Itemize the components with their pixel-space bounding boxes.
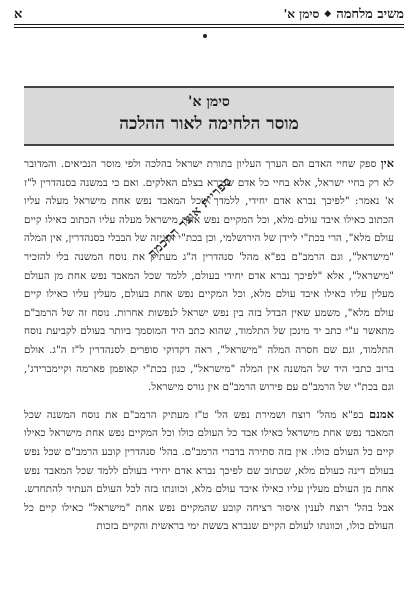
library-stamp: ספריית אוצר החכמה (144, 173, 235, 262)
paragraph-1-lead-word: אין (380, 156, 394, 170)
header-rule-thin (14, 27, 404, 28)
header-rule (14, 24, 404, 25)
page-number: א (14, 7, 23, 22)
book-title: משיב מלחמה (336, 7, 404, 22)
chapter-label: סימן א' (188, 94, 230, 110)
dot-ornament-icon (203, 34, 207, 38)
diamond-separator-icon: ◆ (324, 9, 332, 19)
paragraph-2 (24, 405, 394, 537)
chapter-heading (24, 86, 394, 146)
paragraph-2-text: בפ"א מהל' רוצח ושמירת נפש הל' ט"ז מעתיק הרמב"ם את נוסח המשנה שכל המאבד נפש אחת מישראל כאילו אבד כל העולם כולו וכל המקיים נפש אחת מישראל כאילו קיים כל העולם כולו. אין בזה סתירה בדברי הרמב"ם. בהל' סנהדרין קובע הרמב"ם שכל נפש בעולם דינה כעולם מלא, שכתוב שם לפיכך נברא אדם יחידי בעולם ללמד שכל המאבד נפש אחת מן העולם מעלין עליו כאילו איבד עולם מלא, וכוונתו בזה לכל העולם העתיד להתחדש. אבל בהל' רוצח לענין איסור רציחה קובע שהמקיים נפש אחת "מישראל" כאילו קיים כל העולם כולו, וכוונתו לעולם הקיים שנברא בששת ימי בראשית והקיים בזכות (24, 409, 394, 533)
chapter-title: מוסר הלחימה לאור ההלכה (119, 114, 299, 134)
paragraph-2-lead-word: אמנם (369, 406, 394, 421)
running-header (14, 4, 404, 24)
paragraph-1-text: ספק שחיי האדם הם הערך העליון בתורת ישראל בהלכה ולפי מוסר הנביאים. והמדובר לא רק בחיי ישראל, אלא בחיי כל אדם שנברא בצלם האלקים. ואם כי במשנה בסנהדרין ל"ז א' נאמר: "לפיכך נברא אדם יחידי, ללמדך שכל המאבד נפש אחת מישראל מעלה עליו הכתוב כאילו איבד עולם מלא, וכל המקיים נפש אחת מישראל מעלה עליו הכתוב כאילו קיים עולם מלא", הרי בכת"י ליידן של הירושלמי, וכן בכת"י הגניזה של הבבלי בסנהדרין, אין המלה "מישראל", וגם הרמב"ם בפ"א מהל' סנהדרין ה"ג מעתיק את נוסח המשנה בלי להזכיר "מישראל", אלא "לפיכך נברא אדם יחידי בעולם, ללמד שכל המאבד נפש אחת מן העולם מעלין עליו כאילו איבד עולם מלא, וכל המקיים נפש אחת בעולם, מעלין עליו כאילו קיים עולם מלא", משמע שאין הבדל בזה בין נפש ישראל לנפשות אחרות. נוסח זה של הרמב"ם מתאשר ע"י כתב יד מינכן של התלמוד, שהוא כתב היד המוסמך ביותר בעולם לקביעת נוסח התלמוד, וגם שם חסרה המלה "מישראל", ראה דקדוקי סופרים לסנהדרין ל"ז ה"ג. אולם ברוב כתבי היד של המשנה אין המלה "מישראל", כגון בכת"י קאופמן פארמה וקיימברידג', וגם בכת"י של הרמב"ם עם פירוש הרמב"ם אין גורס מישראל. (24, 159, 394, 394)
body-text (24, 154, 394, 537)
running-title (284, 6, 404, 22)
section-reference: סימן א' (283, 6, 320, 21)
